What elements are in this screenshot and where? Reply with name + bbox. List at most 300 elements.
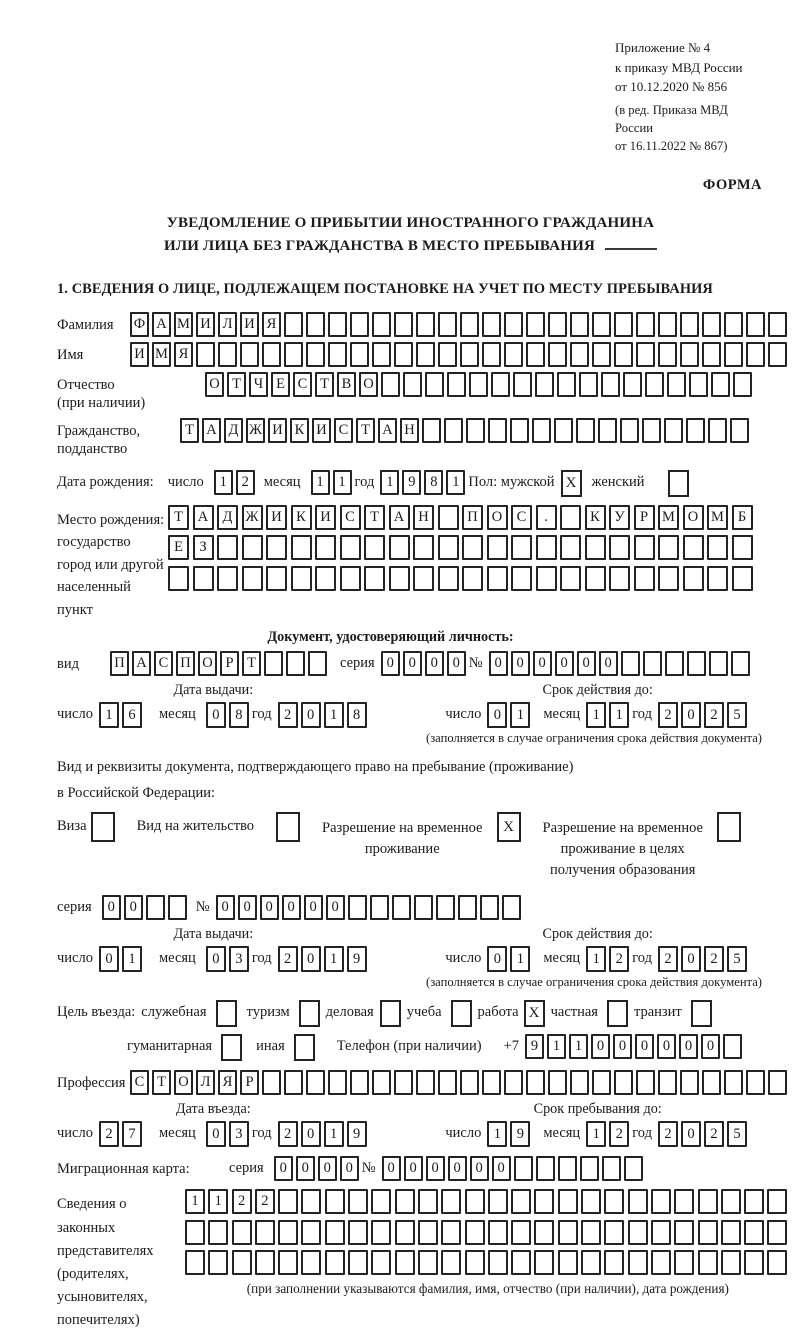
char-cell[interactable]	[315, 535, 336, 560]
char-cell[interactable]: 0	[318, 1156, 337, 1181]
char-cell[interactable]	[438, 342, 457, 367]
char-cell[interactable]: Я	[262, 312, 281, 337]
char-cell[interactable]: Л	[196, 1070, 215, 1095]
char-cell[interactable]	[416, 312, 435, 337]
char-cell[interactable]	[680, 342, 699, 367]
char-cell[interactable]: 6	[122, 702, 142, 728]
char-cell[interactable]	[266, 566, 287, 591]
char-cell[interactable]: О	[205, 372, 224, 397]
char-cell[interactable]	[585, 535, 606, 560]
char-cell[interactable]: 1	[185, 1189, 205, 1214]
char-cell[interactable]: Б	[732, 505, 753, 530]
char-cell[interactable]: Е	[168, 535, 189, 560]
char-cell[interactable]	[465, 1250, 485, 1275]
char-cell[interactable]	[592, 342, 611, 367]
char-cell[interactable]: 0	[301, 1121, 321, 1147]
char-cell[interactable]: 1	[311, 470, 330, 495]
char-cell[interactable]	[680, 1070, 699, 1095]
char-cell[interactable]	[636, 1070, 655, 1095]
char-cell[interactable]: 2	[99, 1121, 119, 1147]
char-cell[interactable]	[168, 566, 189, 591]
char-cell[interactable]	[554, 418, 573, 443]
char-cell[interactable]	[665, 651, 684, 676]
male-checkbox[interactable]: X	[561, 470, 582, 497]
char-cell[interactable]: 1	[208, 1189, 228, 1214]
char-cell[interactable]	[306, 312, 325, 337]
char-cell[interactable]: 0	[591, 1034, 610, 1059]
char-cell[interactable]	[674, 1250, 694, 1275]
char-cell[interactable]	[240, 342, 259, 367]
char-cell[interactable]	[570, 1070, 589, 1095]
char-cell[interactable]	[526, 312, 545, 337]
char-cell[interactable]	[580, 1156, 599, 1181]
char-cell[interactable]	[416, 1070, 435, 1095]
char-cell[interactable]	[371, 1220, 391, 1245]
char-cell[interactable]: О	[359, 372, 378, 397]
char-cell[interactable]: 0	[447, 651, 466, 676]
char-cell[interactable]	[436, 895, 455, 920]
char-cell[interactable]	[686, 418, 705, 443]
char-cell[interactable]	[724, 342, 743, 367]
char-cell[interactable]	[548, 342, 567, 367]
char-cell[interactable]	[488, 1220, 508, 1245]
char-cell[interactable]	[636, 342, 655, 367]
char-cell[interactable]	[570, 342, 589, 367]
char-cell[interactable]	[193, 566, 214, 591]
char-cell[interactable]	[389, 566, 410, 591]
char-cell[interactable]	[560, 505, 581, 530]
char-cell[interactable]	[558, 1189, 578, 1214]
char-cell[interactable]	[372, 312, 391, 337]
char-cell[interactable]: 0	[403, 651, 422, 676]
char-cell[interactable]: 2	[278, 946, 298, 972]
char-cell[interactable]	[558, 1220, 578, 1245]
char-cell[interactable]: 0	[511, 651, 530, 676]
char-cell[interactable]	[350, 1070, 369, 1095]
temp-permit-checkbox[interactable]: X	[497, 812, 521, 842]
char-cell[interactable]	[371, 1250, 391, 1275]
char-cell[interactable]: 5	[727, 702, 747, 728]
char-cell[interactable]	[536, 1156, 555, 1181]
char-cell[interactable]	[392, 895, 411, 920]
char-cell[interactable]: 2	[704, 1121, 724, 1147]
char-cell[interactable]	[674, 1189, 694, 1214]
char-cell[interactable]	[592, 312, 611, 337]
char-cell[interactable]: П	[462, 505, 483, 530]
purpose-transit-checkbox[interactable]	[691, 1000, 712, 1027]
purpose-business-checkbox[interactable]	[380, 1000, 401, 1027]
char-cell[interactable]: 0	[206, 1121, 226, 1147]
char-cell[interactable]: Я	[218, 1070, 237, 1095]
char-cell[interactable]	[536, 535, 557, 560]
char-cell[interactable]	[570, 312, 589, 337]
char-cell[interactable]	[702, 342, 721, 367]
char-cell[interactable]	[548, 312, 567, 337]
char-cell[interactable]	[651, 1220, 671, 1245]
char-cell[interactable]	[711, 372, 730, 397]
char-cell[interactable]	[601, 372, 620, 397]
char-cell[interactable]	[328, 312, 347, 337]
char-cell[interactable]	[364, 566, 385, 591]
char-cell[interactable]: 0	[102, 895, 121, 920]
char-cell[interactable]: 0	[216, 895, 235, 920]
char-cell[interactable]	[325, 1189, 345, 1214]
char-cell[interactable]	[609, 535, 630, 560]
char-cell[interactable]: С	[340, 505, 361, 530]
char-cell[interactable]	[513, 372, 532, 397]
char-cell[interactable]: 5	[727, 946, 747, 972]
char-cell[interactable]	[348, 895, 367, 920]
char-cell[interactable]: С	[293, 372, 312, 397]
char-cell[interactable]	[278, 1220, 298, 1245]
char-cell[interactable]	[674, 1220, 694, 1245]
char-cell[interactable]: О	[198, 651, 217, 676]
char-cell[interactable]	[746, 1070, 765, 1095]
char-cell[interactable]	[581, 1189, 601, 1214]
char-cell[interactable]: М	[152, 342, 171, 367]
char-cell[interactable]: 1	[214, 470, 233, 495]
char-cell[interactable]	[723, 1034, 742, 1059]
char-cell[interactable]	[284, 312, 303, 337]
char-cell[interactable]	[395, 1250, 415, 1275]
char-cell[interactable]: 0	[448, 1156, 467, 1181]
char-cell[interactable]: 0	[681, 1121, 701, 1147]
char-cell[interactable]	[438, 505, 459, 530]
char-cell[interactable]: 0	[301, 946, 321, 972]
char-cell[interactable]: 0	[206, 702, 226, 728]
char-cell[interactable]	[767, 1220, 787, 1245]
char-cell[interactable]: 0	[679, 1034, 698, 1059]
char-cell[interactable]	[232, 1250, 252, 1275]
char-cell[interactable]	[372, 1070, 391, 1095]
char-cell[interactable]	[372, 342, 391, 367]
char-cell[interactable]	[425, 372, 444, 397]
char-cell[interactable]	[581, 1250, 601, 1275]
char-cell[interactable]: 1	[446, 470, 465, 495]
char-cell[interactable]	[441, 1220, 461, 1245]
char-cell[interactable]: Т	[242, 651, 261, 676]
char-cell[interactable]	[634, 535, 655, 560]
char-cell[interactable]: 8	[229, 702, 249, 728]
char-cell[interactable]: 0	[124, 895, 143, 920]
char-cell[interactable]	[614, 342, 633, 367]
char-cell[interactable]: Т	[227, 372, 246, 397]
char-cell[interactable]: 9	[525, 1034, 544, 1059]
char-cell[interactable]	[532, 418, 551, 443]
char-cell[interactable]	[242, 566, 263, 591]
char-cell[interactable]	[278, 1250, 298, 1275]
char-cell[interactable]: 0	[681, 702, 701, 728]
char-cell[interactable]	[422, 418, 441, 443]
visa-checkbox[interactable]	[91, 812, 115, 842]
char-cell[interactable]	[371, 1189, 391, 1214]
char-cell[interactable]	[286, 651, 305, 676]
char-cell[interactable]: 0	[282, 895, 301, 920]
char-cell[interactable]	[488, 1250, 508, 1275]
char-cell[interactable]: Ч	[249, 372, 268, 397]
char-cell[interactable]	[196, 342, 215, 367]
char-cell[interactable]	[208, 1250, 228, 1275]
char-cell[interactable]	[514, 1156, 533, 1181]
char-cell[interactable]	[242, 535, 263, 560]
char-cell[interactable]	[325, 1250, 345, 1275]
char-cell[interactable]	[328, 1070, 347, 1095]
char-cell[interactable]: К	[290, 418, 309, 443]
char-cell[interactable]	[558, 1156, 577, 1181]
char-cell[interactable]	[560, 566, 581, 591]
char-cell[interactable]	[768, 1070, 787, 1095]
char-cell[interactable]	[462, 535, 483, 560]
char-cell[interactable]: 2	[236, 470, 255, 495]
char-cell[interactable]: 7	[122, 1121, 142, 1147]
purpose-private-checkbox[interactable]	[607, 1000, 628, 1027]
char-cell[interactable]: Ж	[242, 505, 263, 530]
char-cell[interactable]: 1	[586, 1121, 606, 1147]
char-cell[interactable]	[732, 535, 753, 560]
char-cell[interactable]	[262, 342, 281, 367]
char-cell[interactable]	[482, 342, 501, 367]
char-cell[interactable]	[534, 1189, 554, 1214]
char-cell[interactable]	[301, 1220, 321, 1245]
char-cell[interactable]	[284, 342, 303, 367]
char-cell[interactable]	[658, 566, 679, 591]
char-cell[interactable]	[651, 1189, 671, 1214]
char-cell[interactable]: Р	[634, 505, 655, 530]
char-cell[interactable]: 1	[547, 1034, 566, 1059]
char-cell[interactable]	[642, 418, 661, 443]
char-cell[interactable]: 9	[347, 1121, 367, 1147]
char-cell[interactable]	[480, 895, 499, 920]
char-cell[interactable]: 9	[510, 1121, 530, 1147]
char-cell[interactable]: 0	[701, 1034, 720, 1059]
char-cell[interactable]	[350, 312, 369, 337]
char-cell[interactable]: Д	[224, 418, 243, 443]
char-cell[interactable]: Ф	[130, 312, 149, 337]
char-cell[interactable]	[278, 1189, 298, 1214]
char-cell[interactable]: О	[174, 1070, 193, 1095]
char-cell[interactable]	[488, 418, 507, 443]
char-cell[interactable]	[502, 895, 521, 920]
char-cell[interactable]: 0	[340, 1156, 359, 1181]
char-cell[interactable]	[301, 1250, 321, 1275]
char-cell[interactable]	[284, 1070, 303, 1095]
char-cell[interactable]	[465, 1189, 485, 1214]
char-cell[interactable]	[291, 535, 312, 560]
char-cell[interactable]: 0	[470, 1156, 489, 1181]
char-cell[interactable]	[658, 535, 679, 560]
char-cell[interactable]	[628, 1189, 648, 1214]
char-cell[interactable]	[560, 535, 581, 560]
char-cell[interactable]: С	[511, 505, 532, 530]
char-cell[interactable]	[689, 372, 708, 397]
char-cell[interactable]: П	[176, 651, 195, 676]
char-cell[interactable]: 9	[347, 946, 367, 972]
char-cell[interactable]: 0	[382, 1156, 401, 1181]
char-cell[interactable]	[621, 651, 640, 676]
char-cell[interactable]: 0	[301, 702, 321, 728]
char-cell[interactable]: 0	[296, 1156, 315, 1181]
char-cell[interactable]: С	[130, 1070, 149, 1095]
char-cell[interactable]: М	[707, 505, 728, 530]
char-cell[interactable]	[328, 342, 347, 367]
char-cell[interactable]	[548, 1070, 567, 1095]
purpose-humanitarian-checkbox[interactable]	[221, 1034, 242, 1061]
char-cell[interactable]	[381, 372, 400, 397]
char-cell[interactable]	[441, 1189, 461, 1214]
char-cell[interactable]: Е	[271, 372, 290, 397]
char-cell[interactable]	[730, 418, 749, 443]
char-cell[interactable]	[708, 418, 727, 443]
char-cell[interactable]: 1	[324, 702, 344, 728]
char-cell[interactable]: 0	[425, 651, 444, 676]
char-cell[interactable]: И	[240, 312, 259, 337]
char-cell[interactable]: 1	[99, 702, 119, 728]
char-cell[interactable]	[482, 312, 501, 337]
char-cell[interactable]	[636, 312, 655, 337]
char-cell[interactable]: 0	[533, 651, 552, 676]
char-cell[interactable]: Н	[413, 505, 434, 530]
char-cell[interactable]: 5	[727, 1121, 747, 1147]
char-cell[interactable]	[526, 1070, 545, 1095]
char-cell[interactable]	[418, 1189, 438, 1214]
char-cell[interactable]	[306, 342, 325, 367]
char-cell[interactable]	[308, 651, 327, 676]
char-cell[interactable]: 1	[609, 702, 629, 728]
char-cell[interactable]: 0	[492, 1156, 511, 1181]
char-cell[interactable]	[534, 1250, 554, 1275]
char-cell[interactable]	[535, 372, 554, 397]
char-cell[interactable]	[218, 342, 237, 367]
char-cell[interactable]: Ж	[246, 418, 265, 443]
char-cell[interactable]: 0	[404, 1156, 423, 1181]
char-cell[interactable]	[604, 1220, 624, 1245]
char-cell[interactable]: 0	[274, 1156, 293, 1181]
char-cell[interactable]	[394, 312, 413, 337]
char-cell[interactable]	[724, 1070, 743, 1095]
char-cell[interactable]	[645, 372, 664, 397]
char-cell[interactable]: Т	[168, 505, 189, 530]
char-cell[interactable]	[389, 535, 410, 560]
char-cell[interactable]: 1	[586, 946, 606, 972]
char-cell[interactable]: О	[487, 505, 508, 530]
char-cell[interactable]	[487, 566, 508, 591]
char-cell[interactable]	[394, 342, 413, 367]
char-cell[interactable]	[438, 1070, 457, 1095]
char-cell[interactable]	[767, 1250, 787, 1275]
char-cell[interactable]: И	[196, 312, 215, 337]
char-cell[interactable]: Я	[174, 342, 193, 367]
char-cell[interactable]: 2	[278, 702, 298, 728]
char-cell[interactable]: Р	[240, 1070, 259, 1095]
char-cell[interactable]: 3	[229, 946, 249, 972]
char-cell[interactable]	[767, 1189, 787, 1214]
char-cell[interactable]	[460, 1070, 479, 1095]
char-cell[interactable]: 1	[569, 1034, 588, 1059]
char-cell[interactable]: 9	[402, 470, 421, 495]
char-cell[interactable]	[315, 566, 336, 591]
char-cell[interactable]: А	[193, 505, 214, 530]
char-cell[interactable]	[744, 1220, 764, 1245]
char-cell[interactable]	[667, 372, 686, 397]
char-cell[interactable]: Т	[364, 505, 385, 530]
char-cell[interactable]: 1	[122, 946, 142, 972]
char-cell[interactable]	[208, 1220, 228, 1245]
char-cell[interactable]	[510, 418, 529, 443]
char-cell[interactable]: 1	[510, 702, 530, 728]
char-cell[interactable]	[702, 312, 721, 337]
char-cell[interactable]	[348, 1189, 368, 1214]
purpose-study-checkbox[interactable]	[451, 1000, 472, 1027]
char-cell[interactable]: 2	[609, 946, 629, 972]
char-cell[interactable]	[487, 535, 508, 560]
char-cell[interactable]	[504, 342, 523, 367]
char-cell[interactable]	[698, 1220, 718, 1245]
char-cell[interactable]: И	[315, 505, 336, 530]
char-cell[interactable]	[721, 1250, 741, 1275]
char-cell[interactable]	[602, 1156, 621, 1181]
char-cell[interactable]	[534, 1220, 554, 1245]
char-cell[interactable]	[707, 535, 728, 560]
char-cell[interactable]: 0	[260, 895, 279, 920]
purpose-work-checkbox[interactable]: X	[524, 1000, 545, 1027]
char-cell[interactable]	[306, 1070, 325, 1095]
char-cell[interactable]	[370, 895, 389, 920]
char-cell[interactable]	[768, 312, 787, 337]
char-cell[interactable]: И	[130, 342, 149, 367]
char-cell[interactable]: О	[683, 505, 704, 530]
char-cell[interactable]	[462, 566, 483, 591]
female-checkbox[interactable]	[668, 470, 689, 497]
char-cell[interactable]: 0	[577, 651, 596, 676]
char-cell[interactable]: 0	[489, 651, 508, 676]
char-cell[interactable]: 0	[657, 1034, 676, 1059]
char-cell[interactable]: 0	[487, 702, 507, 728]
char-cell[interactable]: .	[536, 505, 557, 530]
char-cell[interactable]: 2	[658, 1121, 678, 1147]
char-cell[interactable]	[614, 1070, 633, 1095]
char-cell[interactable]	[558, 1250, 578, 1275]
char-cell[interactable]	[511, 535, 532, 560]
char-cell[interactable]: У	[609, 505, 630, 530]
char-cell[interactable]	[394, 1070, 413, 1095]
char-cell[interactable]	[447, 372, 466, 397]
char-cell[interactable]	[325, 1220, 345, 1245]
char-cell[interactable]	[291, 566, 312, 591]
char-cell[interactable]	[724, 312, 743, 337]
char-cell[interactable]	[168, 895, 187, 920]
char-cell[interactable]	[604, 1250, 624, 1275]
char-cell[interactable]	[340, 566, 361, 591]
char-cell[interactable]	[511, 566, 532, 591]
char-cell[interactable]: Т	[180, 418, 199, 443]
char-cell[interactable]	[255, 1220, 275, 1245]
char-cell[interactable]	[709, 651, 728, 676]
char-cell[interactable]	[707, 566, 728, 591]
char-cell[interactable]: 2	[255, 1189, 275, 1214]
char-cell[interactable]: Л	[218, 312, 237, 337]
char-cell[interactable]: А	[152, 312, 171, 337]
char-cell[interactable]	[403, 372, 422, 397]
char-cell[interactable]: П	[110, 651, 129, 676]
char-cell[interactable]: 1	[380, 470, 399, 495]
char-cell[interactable]	[579, 372, 598, 397]
char-cell[interactable]: Р	[220, 651, 239, 676]
char-cell[interactable]	[643, 651, 662, 676]
char-cell[interactable]	[604, 1189, 624, 1214]
char-cell[interactable]	[680, 312, 699, 337]
char-cell[interactable]	[698, 1250, 718, 1275]
char-cell[interactable]: А	[378, 418, 397, 443]
